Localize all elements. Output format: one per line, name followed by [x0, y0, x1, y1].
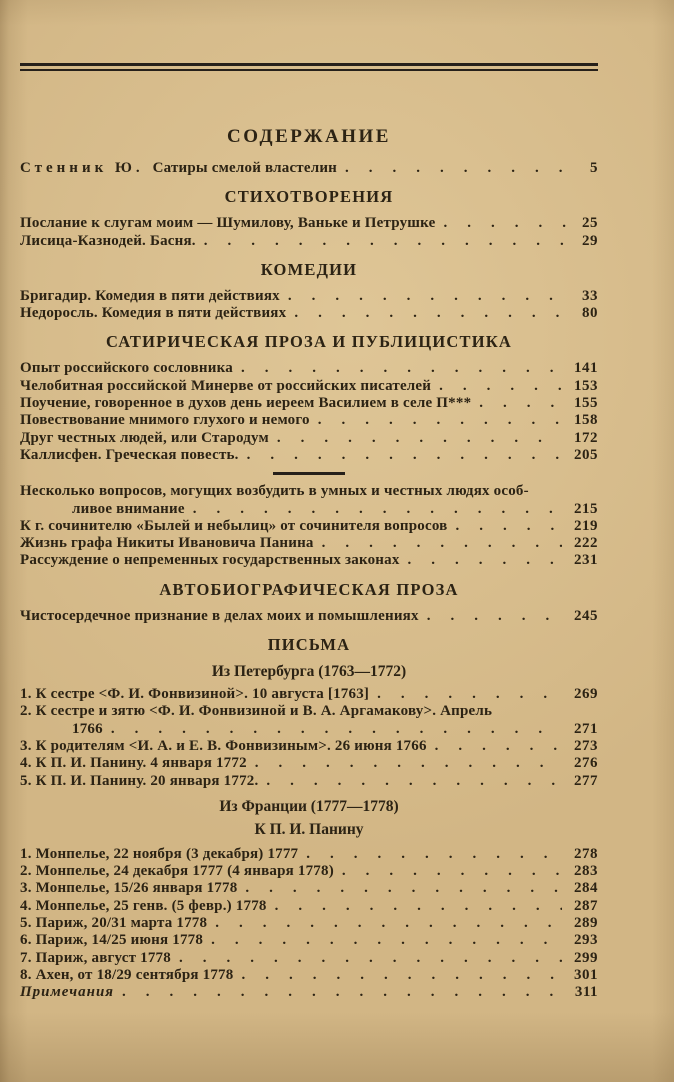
dot-leader	[211, 932, 562, 949]
entry-title: Друг честных людей, или Стародум	[20, 429, 269, 446]
toc-entry	[20, 288, 598, 305]
toc-entry	[20, 215, 598, 232]
entry-title: 7. Париж, август 1778	[20, 949, 171, 966]
dot-leader	[247, 447, 562, 464]
dot-leader	[245, 880, 562, 897]
entry-title: Лисица-Казнодей. Басня.	[20, 232, 196, 249]
dot-leader	[345, 160, 577, 177]
toc-entry	[20, 686, 598, 703]
page-number: 155	[574, 395, 598, 412]
page-number: 245	[574, 607, 598, 624]
page-number: 269	[574, 686, 598, 703]
toc-entry	[20, 755, 598, 772]
toc-entry	[20, 880, 598, 897]
dot-leader	[455, 518, 562, 535]
dot-leader	[342, 863, 562, 880]
dot-leader	[215, 915, 562, 932]
entry-title: 1766	[72, 720, 103, 737]
page-number: 29	[582, 232, 598, 249]
entry-title: К г. сочинителю «Былей и небылиц» от сочинителя вопросов	[20, 517, 448, 534]
dot-leader	[204, 233, 570, 250]
dot-leader	[255, 755, 562, 772]
entry-title: Челобитная российской Минерве от российских писателей	[20, 377, 432, 394]
toc-entry	[20, 608, 598, 625]
entry-title: Жизнь графа Никиты Ивановича Панина	[20, 535, 314, 552]
page-number: 283	[574, 863, 598, 880]
toc-entry	[20, 721, 598, 738]
dot-leader	[275, 898, 562, 915]
dot-leader	[408, 552, 562, 569]
entry-title: Послание к слугам моим — Шумилову, Ваньке и Петрушке	[20, 215, 436, 232]
entry-title: Опыт российского сословника	[20, 360, 233, 377]
dot-leader	[318, 412, 562, 429]
entry-title: Повествование мнимого глухого и немого	[20, 412, 310, 429]
section-heading: КОМЕДИИ	[260, 259, 358, 279]
page-content	[20, 0, 598, 1002]
entry-title: 2. К сестре и зятю <Ф. И. Фонвизиной и В. А. Аргамакову>. Апрель	[20, 703, 493, 720]
page-number: 222	[574, 535, 598, 552]
toc-entry	[20, 160, 598, 177]
dot-leader	[306, 846, 562, 863]
page-number: 293	[574, 932, 598, 949]
toc-entry	[20, 915, 598, 932]
double-rule	[20, 63, 598, 71]
entry-title: ливое внимание	[72, 500, 185, 517]
toc-entry	[20, 898, 598, 915]
section-heading: СТИХОТВОРЕНИЯ	[224, 187, 394, 207]
entry-title: 4. Монпелье, 25 генв. (5 февр.) 1778	[20, 897, 267, 914]
page-number: 276	[574, 755, 598, 772]
dot-leader	[294, 305, 570, 322]
section-subheading: Из Петербурга (1763—1772)	[211, 663, 407, 681]
entry-title: Несколько вопросов, могущих возбудить в умных и честных людях особ-	[20, 483, 529, 500]
page-number: 153	[574, 377, 598, 394]
toc-entry	[20, 233, 598, 250]
dot-leader	[111, 721, 562, 738]
entry-title: 5. Париж, 20/31 марта 1778	[20, 915, 208, 932]
dot-leader	[179, 950, 562, 967]
entry-title: Чистосердечное признание в делах моих и помышлениях	[20, 607, 419, 624]
section-divider	[273, 472, 345, 475]
toc-entry	[20, 932, 598, 949]
page-number: 141	[574, 360, 598, 377]
section-heading: ПИСЬМА	[267, 635, 351, 655]
page-number: 215	[574, 500, 598, 517]
dot-leader	[322, 535, 562, 552]
entry-title: 2. Монпелье, 24 декабря 1777 (4 января 1778)	[20, 863, 334, 880]
toc-entry	[20, 430, 598, 447]
toc-entry	[20, 483, 598, 500]
page-number: 231	[574, 552, 598, 569]
toc-entry	[20, 846, 598, 863]
toc-entry	[20, 412, 598, 429]
page-title: СОДЕРЖАНИЕ	[227, 126, 391, 147]
toc-entry	[20, 501, 598, 518]
dot-leader	[122, 984, 563, 1001]
section-subheading: Из Франции (1777—1778)	[219, 797, 399, 815]
entry-title: Рассуждение о непременных государственных законах	[20, 552, 400, 569]
entry-title: 8. Ахен, от 18/29 сентября 1778	[20, 966, 234, 983]
page-number: 172	[574, 429, 598, 446]
section-heading: АВТОБИОГРАФИЧЕСКАЯ ПРОЗА	[159, 579, 459, 599]
toc-entry	[20, 773, 598, 790]
page-number: 284	[574, 880, 598, 897]
dot-leader	[241, 360, 562, 377]
entry-title: Каллисфен. Греческая повесть.	[20, 446, 239, 463]
toc-entry	[20, 967, 598, 984]
page-number: 289	[574, 915, 598, 932]
dot-leader	[377, 686, 562, 703]
page-number: 219	[574, 517, 598, 534]
dot-leader	[288, 288, 570, 305]
page-number: 158	[574, 412, 598, 429]
entry-title: 1. Монпелье, 22 ноября (3 декабря) 1777	[20, 845, 299, 862]
entry-title: Примечания	[20, 984, 115, 1001]
dot-leader	[277, 430, 562, 447]
toc-entry	[20, 395, 598, 412]
page-number: 25	[582, 215, 598, 232]
toc-entry	[20, 518, 598, 535]
toc-entry	[20, 738, 598, 755]
dot-leader	[427, 608, 562, 625]
page-number: 311	[574, 984, 598, 1001]
page-number: 273	[574, 737, 598, 754]
section-heading: САТИРИЧЕСКАЯ ПРОЗА И ПУБЛИЦИСТИКА	[105, 332, 513, 352]
entry-title: 6. Париж, 14/25 июня 1778	[20, 932, 204, 949]
dot-leader	[266, 773, 562, 790]
page-number: 205	[574, 446, 598, 463]
entry-title: Сатиры смелой властелин	[152, 160, 338, 176]
entry-title: Недоросль. Комедия в пяти действиях	[20, 305, 287, 322]
toc-entry	[20, 447, 598, 464]
page-number: 5	[590, 160, 598, 176]
page-number: 33	[582, 287, 598, 304]
page-number: 287	[574, 897, 598, 914]
entry-title: Бригадир. Комедия в пяти действиях	[20, 287, 280, 304]
toc-entry	[20, 360, 598, 377]
page-number: 277	[574, 772, 598, 789]
toc-entry	[20, 950, 598, 967]
toc-entry	[20, 535, 598, 552]
entry-title: 5. К П. И. Панину. 20 января 1772.	[20, 772, 259, 789]
dot-leader	[479, 395, 562, 412]
toc-entry	[20, 984, 598, 1001]
toc-entry	[20, 863, 598, 880]
entry-title: 1. К сестре <Ф. И. Фонвизиной>. 10 августа [1763]	[20, 686, 370, 703]
toc-entry	[20, 305, 598, 322]
entry-title: 3. Монпелье, 15/26 января 1778	[20, 880, 238, 897]
toc-entry	[20, 378, 598, 395]
toc-rows	[20, 160, 598, 1002]
entry-title: Поучение, говоренное в духов день иереем Василием в селе П***	[20, 395, 472, 412]
page-number: 301	[574, 966, 598, 983]
dot-leader	[435, 738, 562, 755]
toc-entry	[20, 703, 598, 720]
section-subheading: К П. И. Панину	[254, 820, 364, 838]
dot-leader	[439, 378, 562, 395]
dot-leader	[241, 967, 562, 984]
page-number: 80	[582, 305, 598, 322]
entry-title: 3. К родителям <И. А. и Е. В. Фонвизиным>. 26 июня 1766	[20, 737, 427, 754]
dot-leader	[193, 501, 562, 518]
entry-author: Стенник Ю.	[20, 160, 144, 176]
toc-entry	[20, 552, 598, 569]
entry-title: 4. К П. И. Панину. 4 января 1772	[20, 755, 247, 772]
page-number: 299	[574, 949, 598, 966]
page-number: 278	[574, 845, 598, 862]
dot-leader	[443, 215, 570, 232]
page-number: 271	[574, 720, 598, 737]
